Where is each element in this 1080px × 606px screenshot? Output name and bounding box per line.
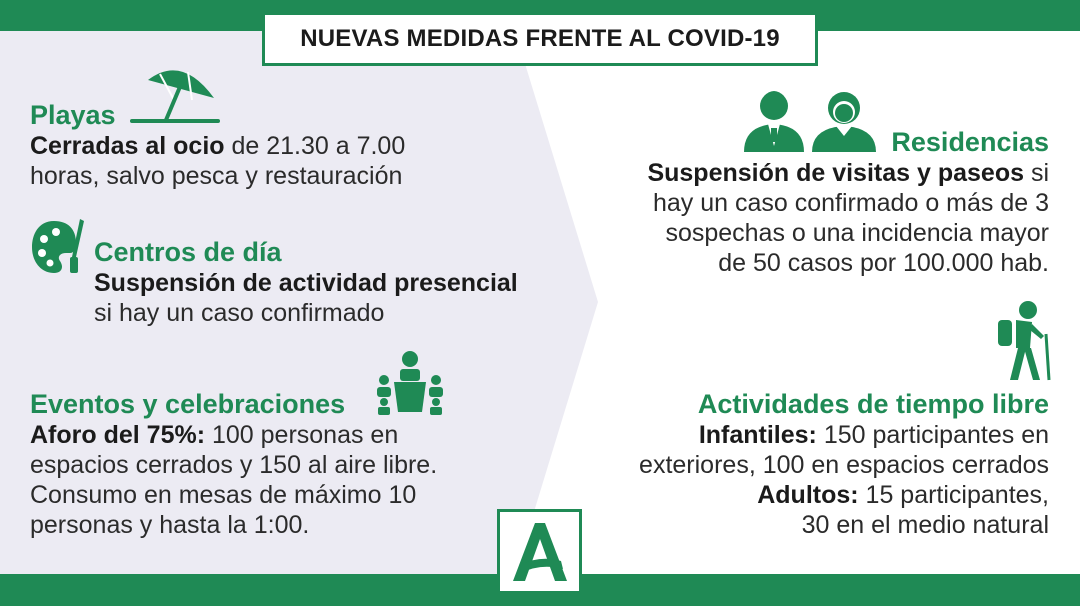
actividades-text-1: 150 participantes en (816, 421, 1049, 449)
actividades-text-4: 30 en el medio natural (801, 511, 1049, 539)
andalucia-logo (497, 509, 582, 594)
residencias-text-1: si (1024, 159, 1049, 187)
actividades-bold-1: Infantiles: (698, 421, 817, 449)
eventos-heading: Eventos y celebraciones (30, 389, 346, 419)
centros-heading: Centros de día (94, 237, 282, 267)
andalucia-a-icon (511, 521, 569, 583)
section-centros (94, 236, 518, 328)
hiker-icon (994, 300, 1052, 382)
section-eventos (30, 388, 437, 540)
eventos-text-1: 100 personas en (205, 421, 399, 449)
section-playas (30, 99, 405, 191)
centros-bold: Suspensión de actividad presencial (94, 269, 518, 297)
actividades-bold-2: Adultos: (757, 481, 859, 509)
palette-icon (30, 217, 86, 277)
residencias-text-4: de 50 casos por 100.000 hab. (718, 249, 1049, 277)
actividades-text-3: 15 participantes, (858, 481, 1049, 509)
title-banner (262, 12, 818, 66)
residencias-text-2: hay un caso confirmado o más de 3 (652, 189, 1049, 217)
eventos-bold: Aforo del 75%: (30, 421, 206, 449)
residencias-bold: Suspensión de visitas y paseos (647, 159, 1024, 187)
playas-text-2: horas, salvo pesca y restauración (30, 162, 403, 190)
eventos-text-3: Consumo en mesas de máximo 10 (30, 481, 417, 509)
actividades-text-2: exteriores, 100 en espacios cerrados (639, 451, 1049, 479)
section-residencias (647, 126, 1049, 278)
residencias-heading: Residencias (891, 127, 1049, 157)
playas-heading: Playas (30, 100, 116, 130)
playas-bold: Cerradas al ocio (30, 132, 225, 160)
page-title: NUEVAS MEDIDAS FRENTE AL COVID-19 (300, 25, 780, 52)
residencias-text-3: sospechas o una incidencia mayor (665, 219, 1049, 247)
centros-text: si hay un caso confirmado (94, 299, 385, 327)
eventos-text-2: espacios cerrados y 150 al aire libre. (30, 451, 438, 479)
playas-text-1: de 21.30 a 7.00 (224, 132, 406, 160)
eventos-text-4: personas y hasta la 1:00. (30, 511, 310, 539)
section-actividades (639, 388, 1049, 540)
actividades-heading: Actividades de tiempo libre (697, 389, 1049, 419)
